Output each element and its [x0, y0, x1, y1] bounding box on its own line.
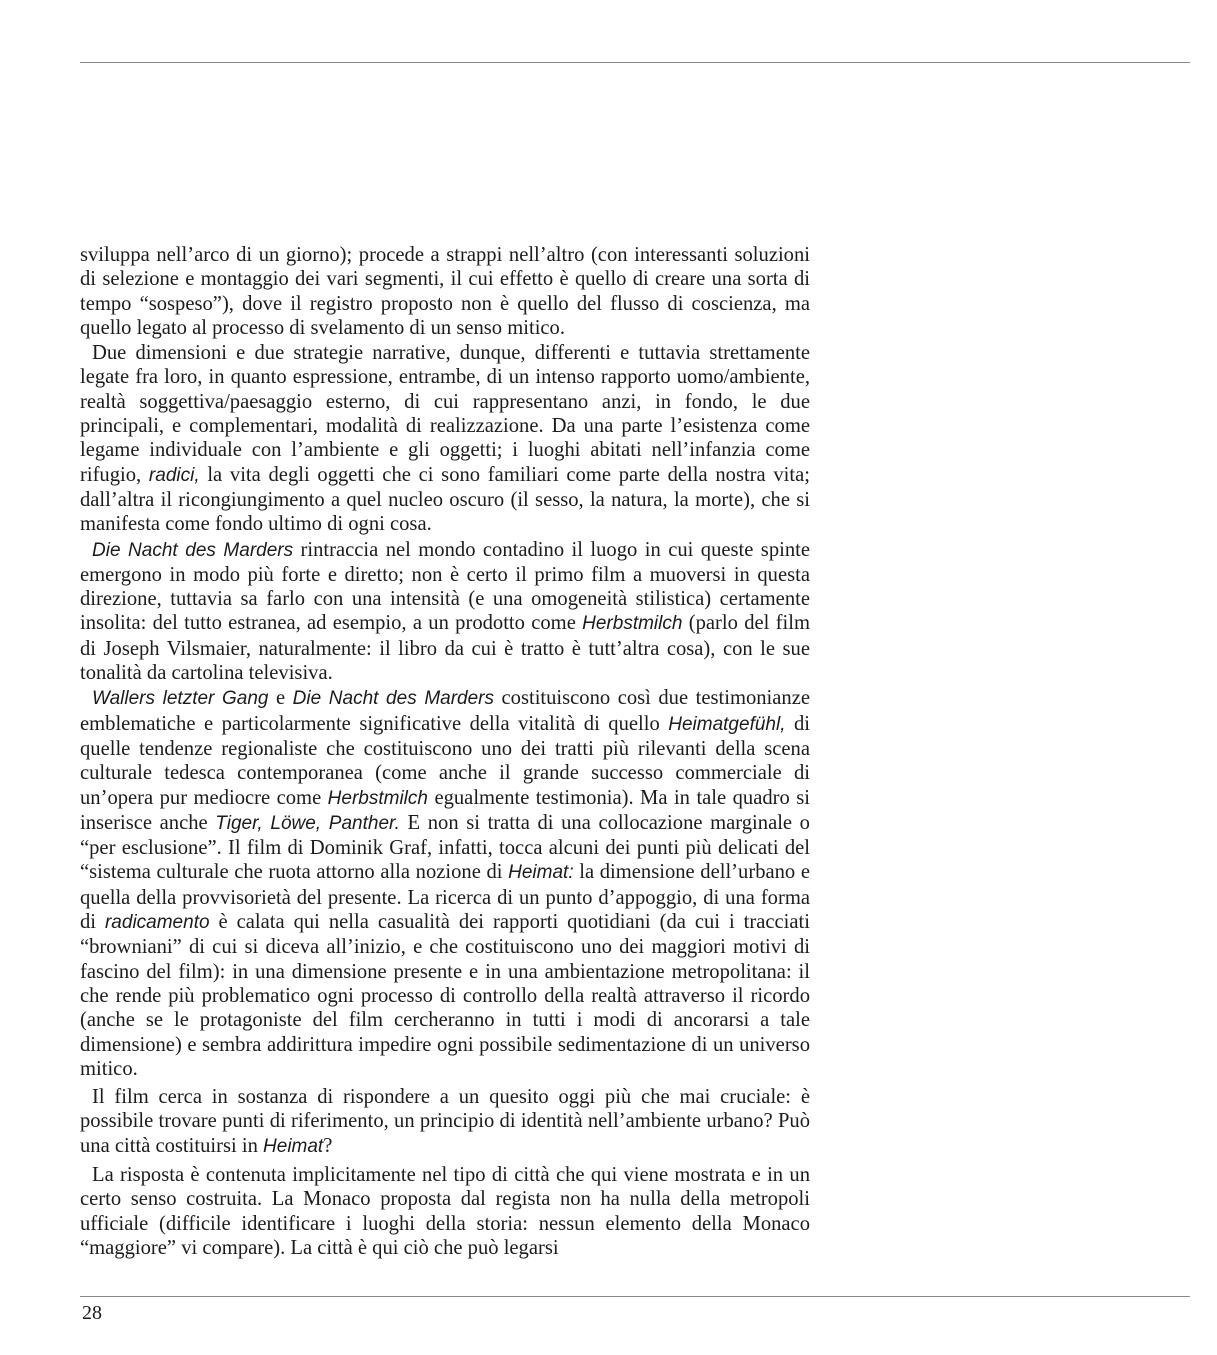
italic-term: Heimat:: [508, 862, 574, 884]
paragraph-text: ?: [323, 1134, 333, 1157]
paragraph-text: di quelle tendenze regionaliste che costituiscono uno dei tratti più rilevanti della scena culturale tedesca contemporanea (come anche il grande successo commerciale di un’opera pur mediocre come: [80, 712, 810, 809]
film-title: Herbstmilch: [582, 613, 683, 635]
paragraph-text: Il film cerca in sostanza di rispondere a un quesito oggi più che mai cruciale: è possibile trovare punti di riferimento, un principio di identità nell’ambiente urbano? Può una città costituirsi in: [80, 1086, 810, 1157]
italic-term: Heimatgefühl,: [668, 713, 786, 735]
paragraph-text: La risposta è contenuta implicitamente nel tipo di città che qui viene mostrata e in un certo senso costruita. La Monaco proposta dal regista non ha nulla della metropoli ufficiale (difficile identificare i luoghi della storia: nessun elemento della Monaco “maggiore” vi compare). La città è qui ciò che può legarsi: [80, 1163, 810, 1259]
page-number: 28: [82, 1302, 102, 1324]
paragraph-text: è calata qui nella casualità dei rapporti quotidiani (da cui i tracciati “browniani” di cui si diceva all’inizio, e che costituiscono uno dei maggiori motivi di fascino del film): in una dimensione presente e in una ambientazione metropolitana: il che rende più problematico ogni processo di controllo della realtà attraverso il ricordo (anche se le protagoniste del film cercheranno in tutti i modi di ancorarsi a tale dimensione) e sembra addirittura impedire ogni possibile sedimentazione di un universo mitico.: [80, 911, 810, 1080]
italic-term: radici,: [148, 464, 200, 486]
paragraph-text: (parlo del film di Joseph Vilsmaier, naturalmente: il libro da cui è tratto è tutt’altra cosa), con le sue tonalità da cartolina televisiva.: [80, 612, 810, 685]
paragraph-text: egualmente testimonia). Ma in tale quadro si inserisce anche: [80, 786, 810, 834]
paragraph-6: [80, 1163, 810, 1260]
paragraph-4: [80, 686, 810, 1081]
film-title: Die Nacht des Marders: [92, 539, 294, 561]
film-title: Herbstmilch: [327, 787, 428, 809]
paragraph-text: la vita degli oggetti che ci sono familiari come parte della nostra vita; dall’altra il ricongiungimento a quel nucleo oscuro (il sesso, la natura, la morte), che si manifesta come fondo ultimo di ogni cosa.: [80, 463, 810, 536]
paragraph-text: costituiscono così due testimonianze emblematiche e particolarmente significative della vitalità di quello: [80, 687, 810, 735]
paragraph-text: sviluppa nell’arco di un giorno); procede a strappi nell’altro (con interessanti soluzioni di selezione e montaggio dei vari segmenti, il cui effetto è quello di creare una sorta di tempo “sospeso”), dove il registro proposto non è quello del flusso di coscienza, ma quello legato al processo di svelamento di un senso mitico.: [80, 244, 810, 339]
film-title: Die Nacht des Marders: [292, 688, 495, 710]
paragraph-2: [80, 341, 810, 536]
body-text: [80, 243, 810, 1261]
paragraph-text: e: [268, 687, 293, 710]
paragraph-text: Due dimensioni e due strategie narrative, dunque, differenti e tuttavia strettamente legate fra loro, in quanto espressione, entrambe, di un intenso rapporto uomo/ambiente, realtà soggettiva/paesaggio esterno, di cui rappresentano anzi, in fondo, le due principali, e complementari, modalità di realizzazione. Da una parte l’esistenza come legame individuale con l’ambiente e gli oggetti; i luoghi abitati nell’infanzia come rifugio,: [80, 342, 810, 486]
paragraph-text: rintraccia nel mondo contadino il luogo in cui queste spinte emergono in modo più forte e diretto; non è certo il primo film a muoversi in questa direzione, tuttavia sa farlo con una intensità (e una omogeneità stilistica) certamente insolita: del tutto estranea, ad esempio, a un prodotto come: [80, 538, 810, 635]
top-rule: [80, 62, 1190, 63]
paragraph-text: E non si tratta di una collocazione marginale o “per esclusione”. Il film di Dominik Graf, infatti, tocca alcuni dei punti più delicati del “sistema culturale che ruota attorno alla nozione di: [80, 811, 810, 884]
paragraph-text: la dimensione dell’urbano e quella della provvisorietà del presente. La ricerca di un punto d’appoggio, di una forma di: [80, 861, 810, 934]
paragraph-3: [80, 538, 810, 686]
paragraph-1: [80, 243, 810, 340]
paragraph-5: [80, 1085, 810, 1159]
bottom-rule: [80, 1296, 1190, 1297]
italic-term: radicamento: [104, 912, 210, 934]
film-title: Wallers letzter Gang: [92, 688, 269, 710]
italic-term: Heimat: [263, 1135, 324, 1157]
film-title: Tiger, Löwe, Panther.: [215, 812, 400, 834]
